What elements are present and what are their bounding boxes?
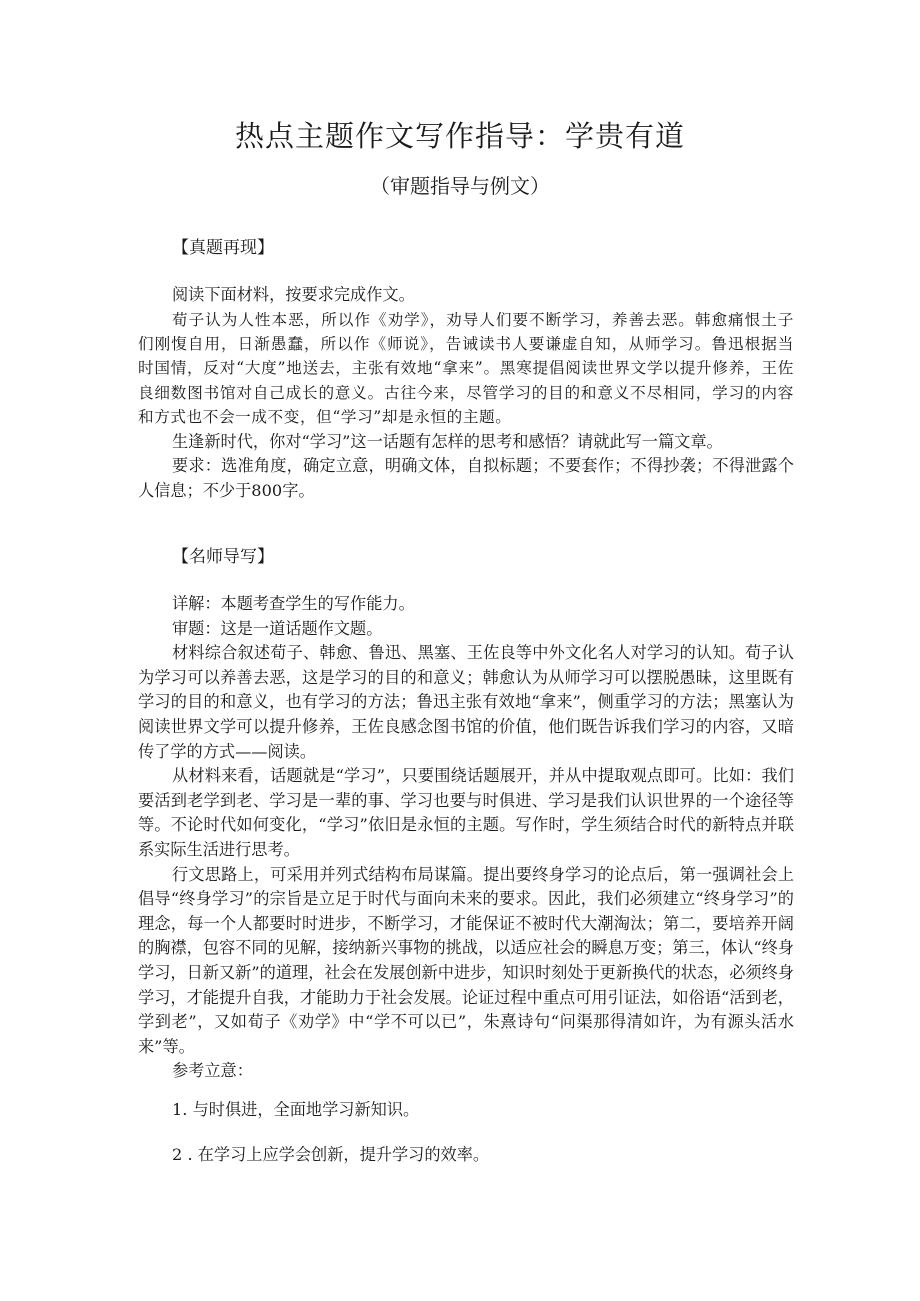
exam-question: 生逢新时代，你对“学习”这一话题有怎样的思考和感悟？请就此写一篇文章。 <box>172 431 723 451</box>
guide-paragraph-structure: 行文思路上，可采用并列式结构布局谋篇。提出要终身学习的论点后，第一强调社会上倡导“终身学习”的宗旨是立足于时代与面向未来的要求。因此，我们必须建立“终身学习”的理念，每一个人都要时时进步，不断学习，才能保证不被时代大潮淘汰；第二，要培养开阔的胸襟，包容不同的见解，接纳新兴事物的挑战，以适应社会的瞬息万变；第三，体认“终身学习，日新又新”的道理，社会在发展创新中进步，知识时刻处于更新换代的状态，必须终身学习，才能提升自我，才能助力于社会发展。论证过程中重点可用引证法，如俗语“活到老，学到老”，又如荀子《劝学》中“学不可以已”，朱熹诗句“问渠那得清如许，为有源头活水来”等。 <box>138 864 794 1056</box>
document-title: 热点主题作文写作指导：学贵有道 <box>234 119 685 153</box>
exam-requirements: 要求：选准角度，确定立意，明确文体，自拟标题；不要套作；不得抄袭；不得泄露个人信息；不少于800字。 <box>138 456 794 500</box>
guide-paragraph-explain: 详解：本题考查学生的写作能力。 <box>172 594 415 613</box>
section-heading-guide: 【名师导写】 <box>172 547 274 567</box>
guide-paragraph-topic: 审题：这是一道话题作文题。 <box>172 618 383 638</box>
guide-section-body <box>138 592 794 1084</box>
document-subtitle: （审题指导与例文） <box>370 174 550 198</box>
reference-item-1: 1. 与时俱进，全面地学习新知识。 <box>172 1100 420 1119</box>
exam-section-body <box>138 283 794 503</box>
reference-item-2: 2 . 在学习上应学会创新，提升学习的效率。 <box>172 1145 490 1164</box>
guide-paragraph-reference: 参考立意： <box>172 1061 253 1081</box>
exam-material: 荀子认为人性本恶，所以作《劝学》，劝导人们要不断学习，养善去恶。韩愈痛恨土子们刚愎自用，日渐愚蠢，所以作《师说》，告诫读书人要谦虚自知，从师学习。鲁迅根据当时国情，反对“大度”地送去，主张有效地“拿来”。黑寒提倡阅读世界文学以提升修养，王佐良细数图书馆对自己成长的意义。古往今来，尽管学习的目的和意义不尽相同，学习的内容和方式也不会一成不变，但“学习”却是永恒的主题。 <box>138 310 794 427</box>
section-heading-exam: 【真题再现】 <box>172 238 274 258</box>
guide-paragraph-theme: 从材料来看，话题就是“学习”，只要围绕话题展开，并从中提取观点即可。比如：我们要活到老学到老、学习是一辈的事、学习也要与时俱进、学习是我们认识世界的一个途径等等。不论时代如何变化，“学习”依旧是永恒的主题。写作时，学生须结合时代的新特点并联系实际生活进行思考。 <box>138 766 794 859</box>
exam-intro: 阅读下面材料，按要求完成作文。 <box>172 285 415 304</box>
guide-paragraph-material: 材料综合叙述荀子、韩愈、鲁迅、黑塞、王佐良等中外文化名人对学习的认知。荀子认为学习可以养善去恶，这是学习的目的和意义；韩愈认为从师学习可以摆脱愚昧，这里既有学习的目的和意义，也有学习的方法；鲁迅主张有效地“拿来”，侧重学习的方法；黑塞认为阅读世界文学可以提升修养，王佐良感念图书馆的价值，他们既告诉我们学习的内容，又暗传了学的方式——阅读。 <box>138 643 794 761</box>
